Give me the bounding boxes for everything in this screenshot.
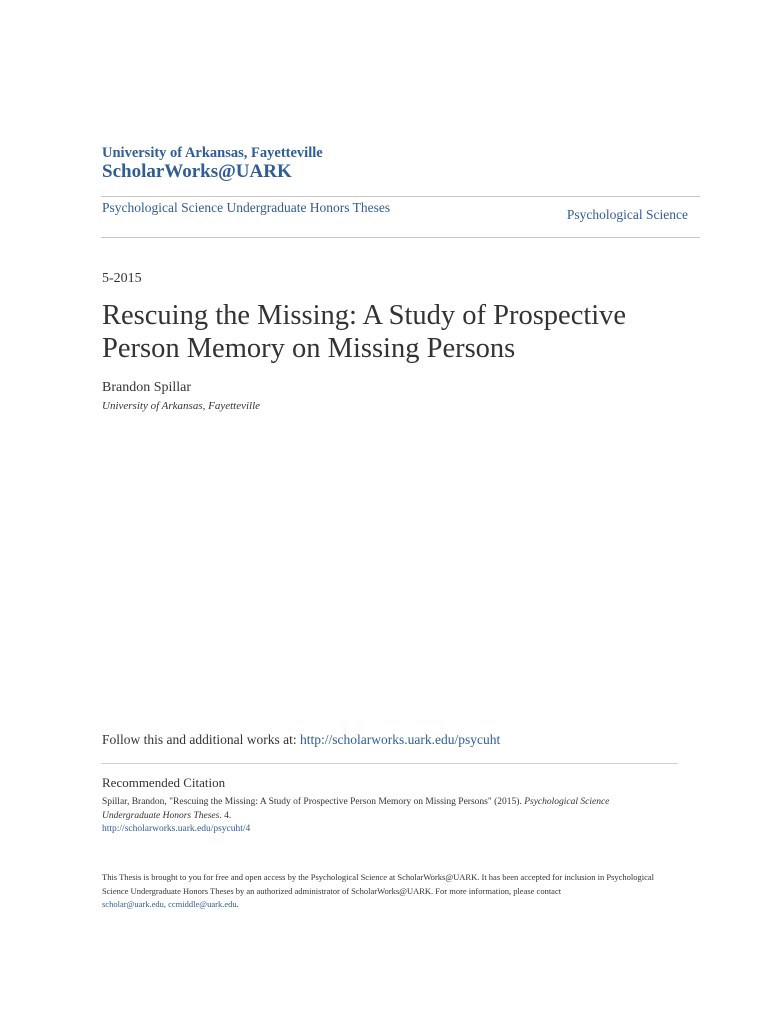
series-link[interactable]: Psychological Science Undergraduate Honors Theses xyxy=(102,200,391,215)
department-link[interactable]: Psychological Science xyxy=(566,207,688,222)
citation-block xyxy=(102,796,662,837)
author-affiliation: University of Arkansas, Fayetteville xyxy=(102,400,261,412)
access-notice xyxy=(102,871,672,912)
follow-link[interactable]: http://scholarworks.uark.edu/psycuht xyxy=(300,732,501,747)
citation-heading: Recommended Citation xyxy=(102,775,226,790)
citation-number: . 4. xyxy=(219,810,232,821)
citation-link[interactable]: http://scholarworks.uark.edu/psycuht/4 xyxy=(102,824,251,834)
bottom-divider xyxy=(101,237,700,238)
top-divider xyxy=(101,196,700,197)
publication-date: 5-2015 xyxy=(102,271,142,286)
university-name[interactable]: University of Arkansas, Fayetteville xyxy=(102,145,323,161)
author-name: Brandon Spillar xyxy=(102,380,192,395)
contact-links[interactable]: scholar@uark.edu, ccmiddle@uark.edu xyxy=(102,899,237,909)
citation-text: Spillar, Brandon, "Rescuing the Missing: A Study of Prospective Person Memory on Missing Persons" (2015). xyxy=(102,797,525,807)
document-title: Rescuing the Missing: A Study of Prospective Person Memory on Missing Persons xyxy=(102,300,627,364)
citation-series: Psychological Science Undergraduate Honors Theses xyxy=(102,797,610,821)
repository-name[interactable]: ScholarWorks@UARK xyxy=(102,161,292,182)
follow-line xyxy=(102,732,500,748)
citation-divider xyxy=(101,763,678,764)
notice-text: This Thesis is brought to you for free and open access by the Psychological Science at ScholarWorks@UARK. It has been accepted for inclusion in Psychological Science Undergraduate Honors Theses by an authorized administrator of ScholarWorks@UARK. For more information, please contact xyxy=(102,872,655,896)
follow-label: Follow this and additional works at: xyxy=(102,732,300,747)
notice-end: . xyxy=(236,899,239,909)
